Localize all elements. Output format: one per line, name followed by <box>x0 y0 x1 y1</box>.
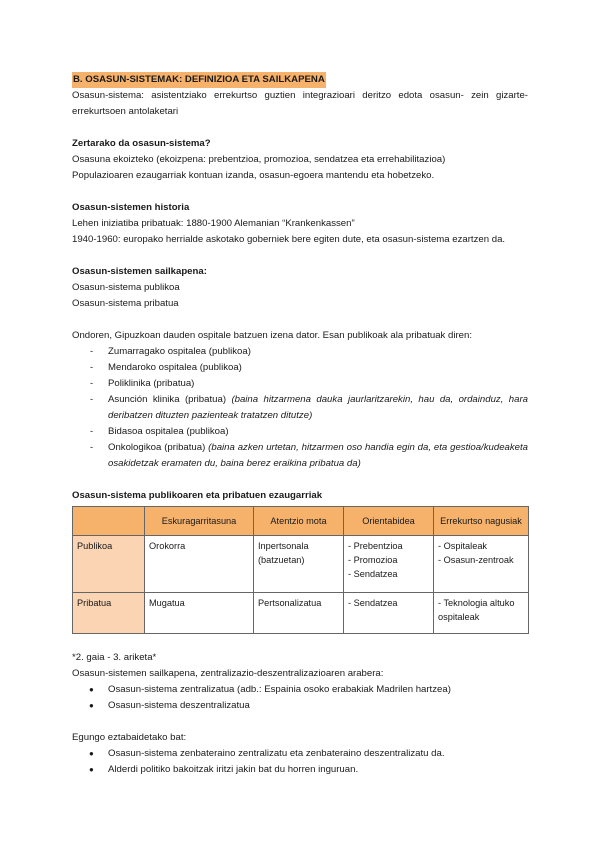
hospital-note: (baina azken urtetan, hitzarmen oso handia egin da, eta gestioa/kudeaketa osakidetzak eramaten du, baina berez eraikina pribatua da) <box>108 442 528 469</box>
list-item: - Zumarragako ospitalea (publikoa) <box>72 344 528 360</box>
table-header-row <box>73 507 529 536</box>
table-caption: Osasun-sistema publikoaren eta pribatuen ezaugarriak <box>72 490 323 501</box>
section-title <box>72 72 528 88</box>
section-title-text: B. OSASUN-SISTEMAK: DEFINIZIOA ETA SAILKAPENA <box>72 72 326 88</box>
list-item: - Mendaroko ospitalea (publikoa) <box>72 360 528 376</box>
table-cell: - Sendatzea <box>344 593 434 634</box>
definition-line-1: Osasun-sistema: asistentziako errekurtso guztien integrazioari deritzo edota osasun- zein gizarte- <box>72 90 528 101</box>
table-row <box>73 593 529 634</box>
debate-intro: Egungo eztabaidetako bat: <box>72 732 187 743</box>
table-header-cell: Orientabidea <box>344 507 434 536</box>
table-cell: Mugatua <box>145 593 254 634</box>
table-header-cell: Eskuragarritasuna <box>145 507 254 536</box>
history-heading: Osasun-sistemen historia <box>72 202 190 213</box>
list-item: - Poliklinika (pribatua) <box>72 376 528 392</box>
row-label: Publikoa <box>73 536 145 593</box>
table-header-cell <box>73 507 145 536</box>
table-cell: - Prebentzioa - Promozioa - Sendatzea <box>344 536 434 593</box>
exercise-list <box>72 682 528 714</box>
list-item: - Onkologikoa (pribatua) (baina azken urtetan, hitzarmen oso handia egin da, eta gestioa/kudeaketa osakidetzak eramaten du, baina berez eraikina pribatua da) <box>72 440 528 472</box>
list-item: ● Osasun-sistema deszentralizatua <box>72 698 528 714</box>
list-item: - Bidasoa ospitalea (publikoa) <box>72 424 528 440</box>
history-line-2: 1940-1960: europako herrialde askotako goberniek bere egiten dute, eta osasun-sistema ezartzen da. <box>72 234 506 245</box>
hospitals-list <box>72 344 528 472</box>
history-line-1: Lehen iniziatiba pribatuak: 1880-1900 Alemanian “Krankenkassen” <box>72 218 355 229</box>
table-cell: Pertsonalizatua <box>254 593 344 634</box>
definition-line-2: errekurtsoen antolaketari <box>72 106 179 117</box>
table-cell: - Teknologia altuko ospitaleak <box>434 593 529 634</box>
purpose-line-1: Osasuna ekoizteko (ekoizpena: prebentzioa, promozioa, sendatzea eta errehabilitazioa) <box>72 154 446 165</box>
exercise-intro: Osasun-sistemen sailkapena, zentralizazio-deszentralizazioaren arabera: <box>72 668 384 679</box>
list-item: ● Osasun-sistema zenbateraino zentralizatu eta zenbateraino deszentralizatu da. <box>72 746 528 762</box>
hospital-note: (baina hitzarmena dauka jaurlaritzarekin, hau da, ordainduz, hara deribatzen dituzten pazienteak tratatzen ditutze) <box>108 394 528 421</box>
hospitals-intro: Ondoren, Gipuzkoan dauden ospitale batzuen izena dator. Esan publikoak ala pribatuak diren: <box>72 330 473 341</box>
table-header-cell: Errekurtso nagusiak <box>434 507 529 536</box>
table-cell: Inpertsonala (batzuetan) <box>254 536 344 593</box>
list-item: - Asunción klinika (pribatua) (baina hitzarmena dauka jaurlaritzarekin, hau da, ordainduz, hara deribatzen dituzten pazienteak tratatzen ditutze) <box>72 392 528 424</box>
table-cell: - Ospitaleak - Osasun-zentroak <box>434 536 529 593</box>
classification-item-2: Osasun-sistema pribatua <box>72 298 179 309</box>
classification-heading: Osasun-sistemen sailkapena: <box>72 266 207 277</box>
table-header-cell: Atentzio mota <box>254 507 344 536</box>
classification-item-1: Osasun-sistema publikoa <box>72 282 180 293</box>
row-label: Pribatua <box>73 593 145 634</box>
purpose-line-2: Populazioaren ezaugarriak kontuan izanda, osasun-egoera mantendu eta hobetzeko. <box>72 170 435 181</box>
purpose-heading: Zertarako da osasun-sistema? <box>72 138 211 149</box>
table-cell: Orokorra <box>145 536 254 593</box>
debate-list <box>72 746 528 778</box>
list-item: ● Alderdi politiko bakoitzak iritzi jakin bat du horren inguruan. <box>72 762 528 778</box>
document-page <box>72 72 528 778</box>
table-row <box>73 536 529 593</box>
list-item: ● Osasun-sistema zentralizatua (adb.: Espainia osoko erabakiak Madrilen hartzea) <box>72 682 528 698</box>
exercise-title: *2. gaia - 3. ariketa* <box>72 652 157 663</box>
comparison-table <box>72 506 529 634</box>
